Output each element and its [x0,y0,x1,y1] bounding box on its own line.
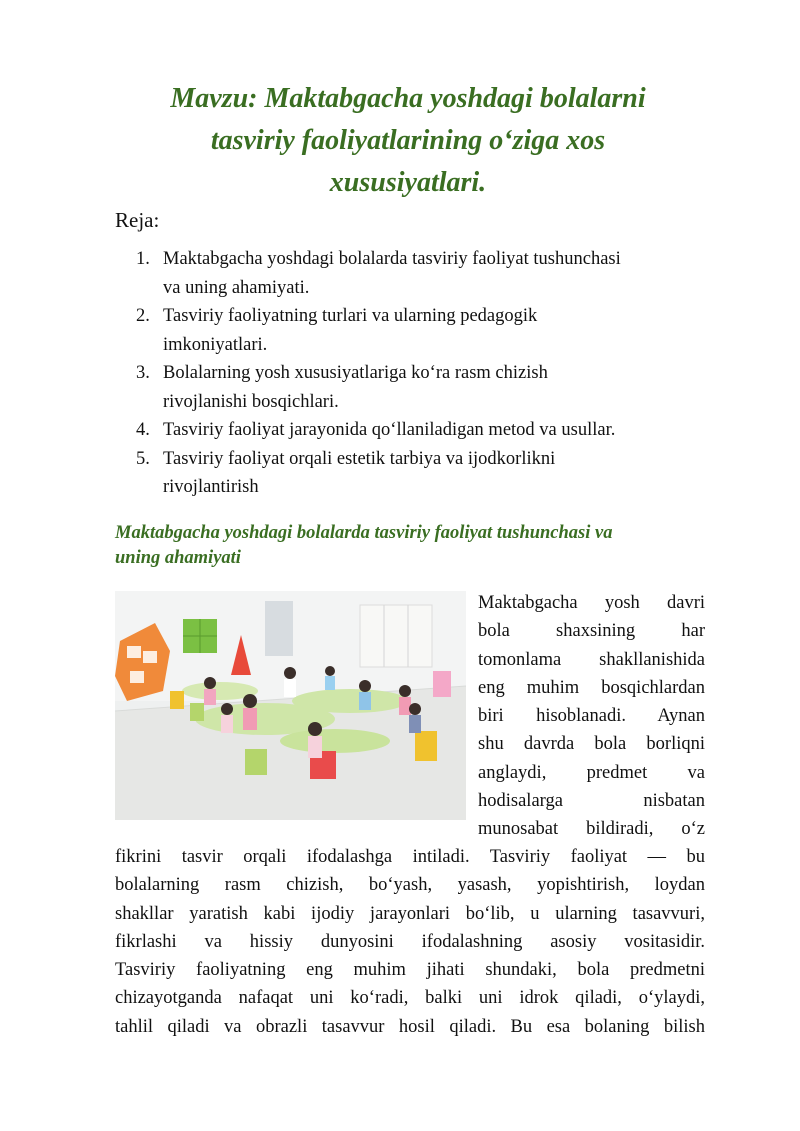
plan-item [115,359,715,416]
paragraph-line: shakllar yaratish kabi ijodiy jarayonlari bo‘lib, u ularning tasavvuri, [115,903,705,924]
paragraph-line: shu davrda bola borliqni [478,734,705,755]
plan-item-number: 2. [136,306,150,326]
paragraph-line: fikrini tasvir orqali ifodalashga intiladi. Tasviriy faoliyat — bu [115,847,705,867]
paragraph-line: hodisalarga nisbatan [478,791,705,812]
plan-item-number: 4. [136,420,150,440]
paragraph-line: tomonlama shakllanishida [478,649,705,670]
plan-item [115,416,715,445]
plan-list [115,245,715,502]
section-heading [115,521,715,571]
title-line: xususiyatlari. [329,167,487,198]
paragraph-line: biri hisoblanadi. Aynan [478,706,705,727]
paragraph-line: fikrlashi va hissiy dunyosini ifodalashning asosiy vositasidir. [115,931,705,952]
plan-item [115,445,715,502]
plan-label: Reja: [115,208,160,232]
classroom-photo [115,591,466,820]
paragraph-line: anglaydi, predmet va [478,762,705,783]
intro-paragraph-wrap [478,589,705,844]
plan-item-text: Tasviriy faoliyat jarayonida qo‘llaniladigan metod va usullar. [163,420,616,440]
plan-item-text: Tasviriy faoliyatning turlari va ularning pedagogik [163,306,538,326]
intro-paragraph-continued [115,843,705,1041]
plan-item-number: 5. [136,448,150,469]
plan-item-text: imkoniyatlari. [163,334,268,355]
page-title [100,78,716,204]
paragraph-line: chizayotganda nafaqat uni ko‘radi, balki uni idrok qiladi, o‘ylaydi, [115,988,705,1009]
paragraph-line: bolalarning rasm chizish, bo‘yash, yasash, yopishtirish, loydan [115,875,705,896]
section-heading-line: uning ahamiyati [115,548,241,568]
plan-item-number: 1. [136,249,150,269]
paragraph-line: Tasviriy faoliyatning eng muhim jihati shundaki, bola predmetni [115,960,705,981]
section-heading-line: Maktabgacha yoshdagi bolalarda tasviriy faoliyat tushunchasi va [115,523,613,543]
plan-item-text: Maktabgacha yoshdagi bolalarda tasviriy faoliyat tushunchasi [163,249,621,269]
paragraph-line: tahlil qiladi va obrazli tasavvur hosil qiladi. Bu esa bolaning bilish [115,1016,705,1037]
title-line: tasviriy faoliyatlarining o‘ziga xos [210,125,606,156]
plan-item-text: Tasviriy faoliyat orqali estetik tarbiya va ijodkorlikni [163,448,556,469]
title-line: Mavzu: Maktabgacha yoshdagi bolalarni [170,83,646,114]
plan-item [115,245,715,302]
plan-item-text: va uning ahamiyati. [163,277,310,298]
paragraph-line: Maktabgacha yosh davri [478,593,705,613]
paragraph-line: eng muhim bosqichlardan [478,677,705,698]
plan-item-text: rivojlanishi bosqichlari. [163,391,339,412]
paragraph-line: bola shaxsining har [478,621,705,642]
paragraph-line: munosabat bildiradi, o‘z [478,819,705,840]
plan-item-text: Bolalarning yosh xususiyatlariga ko‘ra rasm chizish [163,363,548,383]
plan-item [115,302,715,359]
plan-item-number: 3. [136,363,150,383]
plan-item-text: rivojlantirish [163,477,259,497]
